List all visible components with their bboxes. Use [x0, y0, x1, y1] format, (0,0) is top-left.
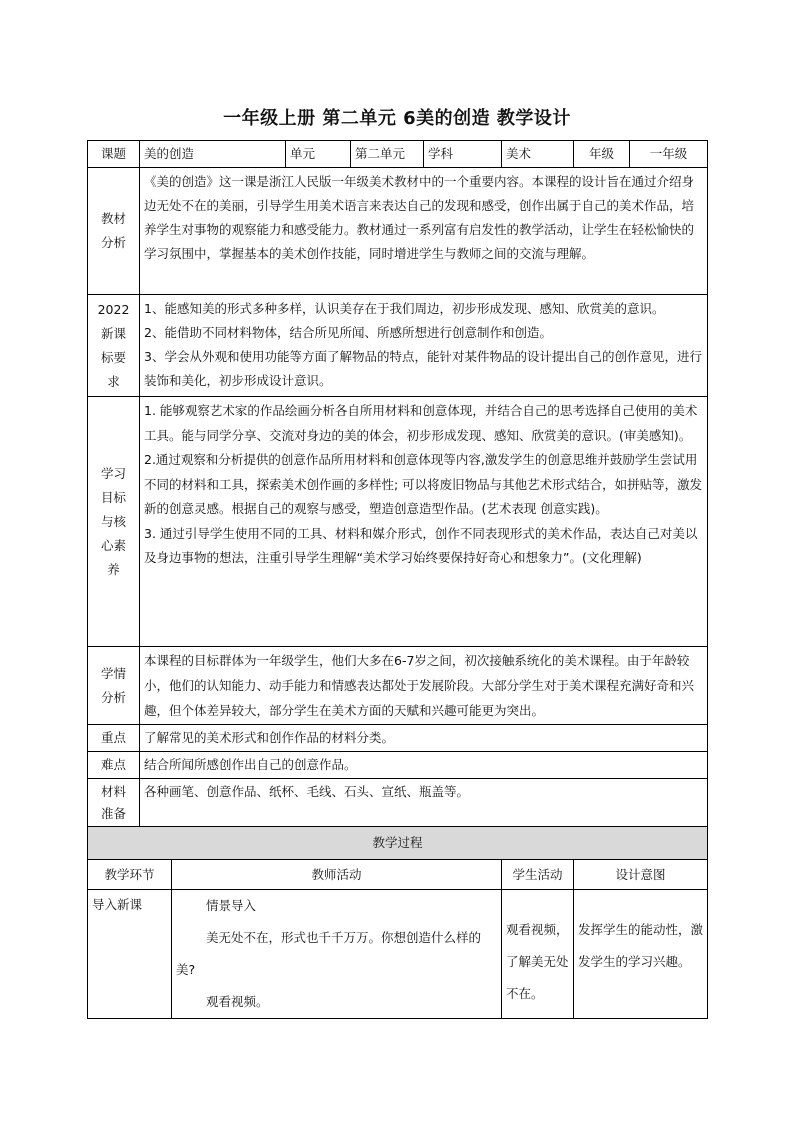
lesson-plan-table — [87, 140, 708, 1019]
process-stage: 导入新课 — [88, 890, 172, 1019]
process-header-row — [88, 827, 708, 860]
process-columns-row — [88, 860, 708, 890]
page-title: 一年级上册 第二单元 6美的创造 教学设计 — [223, 108, 571, 129]
teacher-activity-line: 情景导入 — [206, 898, 257, 913]
key-point-row — [88, 725, 708, 752]
grade-label: 年级 — [574, 141, 630, 168]
info-row — [88, 141, 708, 168]
topic-value: 美的创造 — [140, 141, 286, 168]
objective-item: 1. 能够观察艺术家的作品绘画分析各自所用材料和创意体现，并结合自己的思考选择自己使用的美术工具。能与同学分享、交流对身边的美的体会，初步形成发现、感知、欣赏美的意识。(审美感知)。 — [144, 403, 698, 443]
materials-text: 各种画笔、创意作品、纸杯、毛线、石头、宣纸、瓶盖等。 — [140, 779, 708, 827]
materials-label: 材料准备 — [88, 779, 140, 827]
unit-label: 单元 — [286, 141, 351, 168]
column-student: 学生活动 — [502, 860, 574, 890]
standard-item: 3、学会从外观和使用功能等方面了解物品的特点，能针对某件物品的设计提出自己的创作意见，进行装饰和美化，初步形成设计意识。 — [144, 349, 702, 388]
objective-item: 3. 通过引导学生使用不同的工具、材料和媒介形式，创作不同表现形式的美术作品，表达自己对美以及身边事物的想法，注重引导学生理解“美术学习始终要保持好奇心和想象力”。(文化理解) — [144, 525, 698, 565]
learner-analysis-label: 学情分析 — [88, 647, 140, 725]
teacher-activity-line: 观看视频。 — [206, 994, 269, 1009]
learner-analysis-row — [88, 647, 708, 725]
subject-value: 美术 — [502, 141, 574, 168]
teacher-activity-line: 美无处不在，形式也千千万万。你想创造什么样的美? — [176, 930, 482, 977]
column-intent: 设计意图 — [574, 860, 708, 890]
difficulty-text: 结合所闻所感创作出自己的创意作品。 — [140, 752, 708, 779]
process-teacher — [172, 890, 502, 1019]
process-student: 观看视频，了解美无处不在。 — [502, 890, 574, 1019]
standard-item: 2、能借助不同材料物体，结合所见所闻、所感所想进行创意制作和创造。 — [144, 325, 552, 340]
process-header: 教学过程 — [88, 827, 708, 860]
standards-label: 2022新课标要求 — [88, 295, 140, 397]
standards-row — [88, 295, 708, 397]
grade-value: 一年级 — [630, 141, 708, 168]
materials-row — [88, 779, 708, 827]
column-teacher: 教师活动 — [172, 860, 502, 890]
unit-value: 第二单元 — [351, 141, 424, 168]
difficulty-row — [88, 752, 708, 779]
subject-label: 学科 — [424, 141, 502, 168]
difficulty-label: 难点 — [88, 752, 140, 779]
standard-item: 1、能感知美的形式多种多样，认识美存在于我们周边，初步形成发现、感知、欣赏美的意识。 — [144, 301, 665, 316]
objective-item: 2.通过观察和分析提供的创意作品所用材料和创意体现等内容,激发学生的创意思维并鼓励学生尝试用不同的材料和工具，探索美术创作画的多样性; 可以将废旧物品与其他艺术形式结合，如拼贴等，激发新的创意灵感。根据自己的观察与感受，塑造创意造型作品。(艺术表现 创意实践)。 — [144, 452, 703, 516]
material-analysis-label: 教材分析 — [88, 168, 140, 295]
learner-analysis-text: 本课程的目标群体为一年级学生，他们大多在6-7岁之间，初次接触系统化的美术课程。由于年龄较小，他们的认知能力、动手能力和情感表达都处于发展阶段。大部分学生对于美术课程充满好奇和兴趣，但个体差异较大，部分学生在美术方面的天赋和兴趣可能更为突出。 — [140, 647, 708, 725]
topic-label: 课题 — [88, 141, 140, 168]
standards-text — [140, 295, 708, 397]
process-row — [88, 890, 708, 1019]
objectives-row — [88, 397, 708, 647]
objectives-text — [140, 397, 708, 647]
key-point-text: 了解常见的美术形式和创作作品的材料分类。 — [140, 725, 708, 752]
process-intent: 发挥学生的能动性，激发学生的学习兴趣。 — [574, 890, 708, 1019]
objectives-label: 学习目标与核心素养 — [88, 397, 140, 647]
key-point-label: 重点 — [88, 725, 140, 752]
material-analysis-row — [88, 168, 708, 295]
material-analysis-text: 《美的创造》这一课是浙江人民版一年级美术教材中的一个重要内容。本课程的设计旨在通过介绍身边无处不在的美丽，引导学生用美术语言来表达自己的发现和感受，创作出属于自己的美术作品，培养学生对事物的观察能力和感受能力。教材通过一系列富有启发性的教学活动，让学生在轻松愉快的学习氛围中，掌握基本的美术创作技能，同时增进学生与教师之间的交流与理解。 — [140, 168, 708, 295]
column-stage: 教学环节 — [88, 860, 172, 890]
